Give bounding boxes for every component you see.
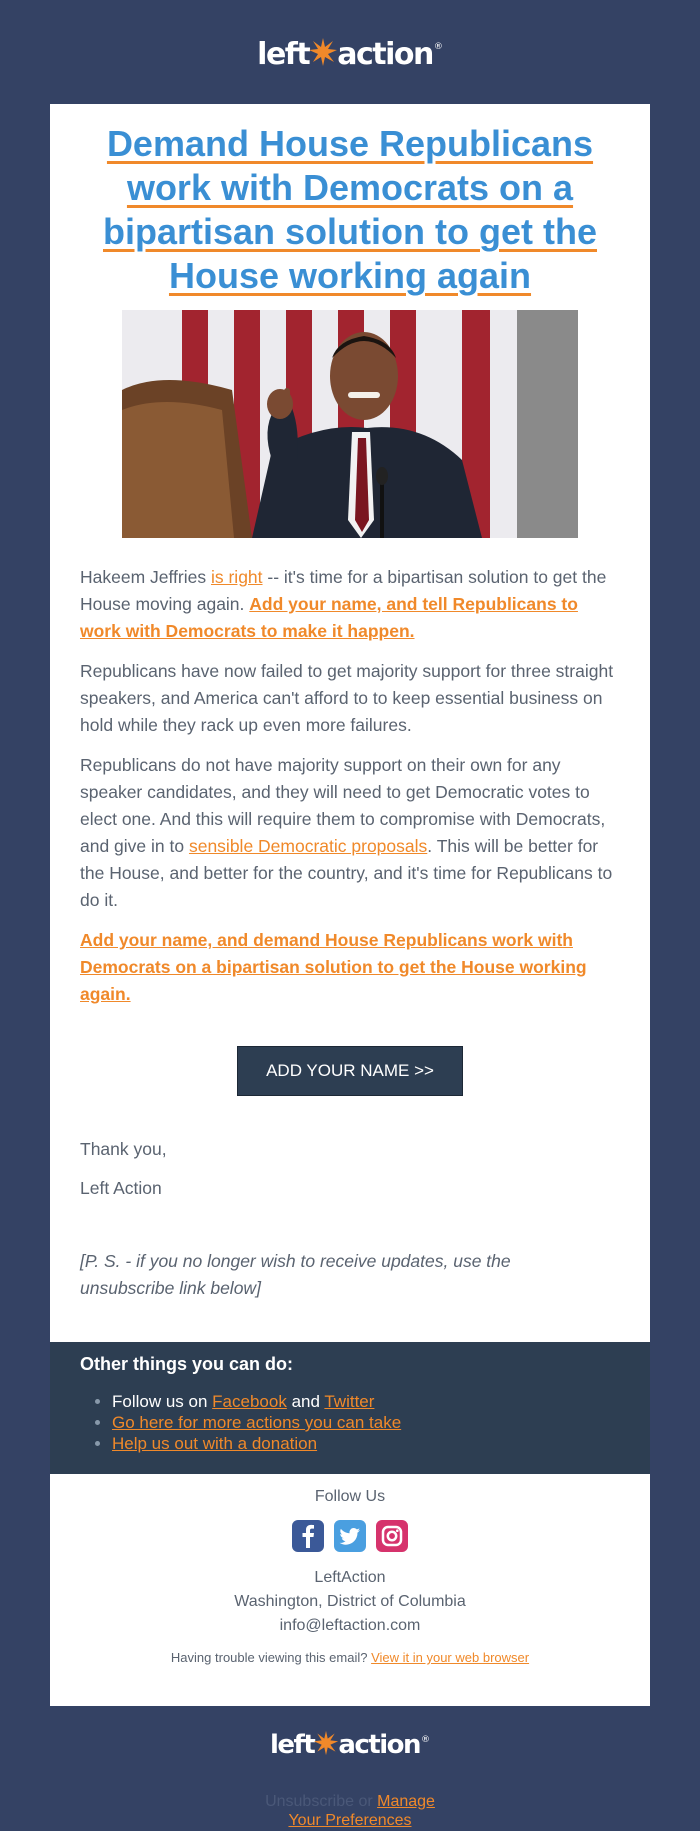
p3-text-b: . This will be better for the House, and better for the country, and it's time for Republicans to do it. [80,836,613,910]
footer-logo-text-right: action [338,1730,420,1760]
unsubscribe-block [0,1792,700,1830]
add-name-demand-link[interactable]: Add your name, and demand House Republicans work with Democrats on a bipartisan solution to get the House working again. [80,930,587,1004]
p1-text-a: Hakeem Jeffries [80,567,211,587]
footer-logo-starburst-icon [313,1730,339,1756]
follow-prefix-text: Follow us on [112,1392,213,1411]
more-actions-link[interactable]: Go here for more actions you can take [112,1413,402,1432]
facebook-icon[interactable] [292,1520,324,1552]
list-item-donate [112,1433,620,1454]
p1-text-b: -- it's time for a bipartisan solution to get the House moving again. [80,567,607,614]
leftaction-footer-logo[interactable] [270,1730,430,1760]
other-things-title: Other things you can do: [80,1354,294,1374]
follow-us-label: Follow Us [314,1488,386,1505]
logo-text-left: left [257,36,310,72]
footer-logo-text-left: left [270,1730,315,1760]
logo-registered-mark: ® [433,41,443,52]
paragraph-2: Republicans have now failed to get majority support for three straight speakers, and America can't afford to to keep essential business on hold while they rack up even more failures. [80,661,614,735]
manage-link[interactable]: Manage [377,1793,435,1810]
logo-text-right: action [337,36,433,72]
paragraph-1 [80,564,620,645]
trouble-viewing [50,1650,650,1665]
twitter-link[interactable]: Twitter [324,1392,375,1411]
logo-starburst-icon [308,37,338,67]
cta-wrapper [50,1046,650,1096]
instagram-icon[interactable] [376,1520,408,1552]
ps-note: [P. S. - if you no longer wish to receive updates, use the unsubscribe link below] [80,1251,511,1298]
paragraph-4 [80,927,620,1008]
add-your-name-button[interactable]: ADD YOUR NAME >> [237,1046,463,1096]
header-logo-bar [0,0,700,104]
facebook-glyph-icon [292,1520,324,1552]
leftaction-logo[interactable] [257,37,443,72]
unsubscribe-text[interactable]: Unsubscribe or [265,1793,378,1810]
list-item-follow [112,1391,620,1412]
footer-logo-bar [0,1730,700,1760]
twitter-icon[interactable] [334,1520,366,1552]
paragraph-3 [80,752,620,914]
thank-you-text: Thank you, [80,1139,167,1159]
hero-photo-illustration [122,310,578,538]
email-body [80,564,620,1021]
trouble-text: Having trouble viewing this email? [170,1650,372,1665]
email-card [50,104,650,1706]
facebook-link[interactable]: Facebook [212,1392,287,1411]
other-things-section [50,1342,650,1474]
org-location: Washington, District of Columbia [234,1593,466,1610]
hero-photo[interactable] [122,310,578,538]
and-text: and [286,1392,325,1411]
is-right-link[interactable]: is right [210,567,263,587]
sensible-proposals-link[interactable]: sensible Democratic proposals [188,836,428,856]
add-name-inline-link[interactable]: Add your name, and tell Republicans to work with Democrats to make it happen. [80,594,578,641]
instagram-glyph-icon [376,1520,408,1552]
org-email: info@leftaction.com [279,1617,421,1634]
list-item-more-actions [112,1412,620,1433]
social-icons [50,1520,650,1552]
footer-logo-registered-mark: ® [420,1735,430,1745]
twitter-glyph-icon [334,1520,366,1552]
p3-text-a: Republicans do not have majority support on their own for any speaker candidates, and they will need to get Democratic votes to elect one. And this will require them to compromise with Democrats, and give in to [80,755,606,856]
preferences-link[interactable]: Your Preferences [288,1812,412,1829]
signoff [80,1136,167,1214]
headline-link[interactable]: Demand House Republicans work with Democrats on a bipartisan solution to get the House working again [103,123,597,296]
other-things-list [80,1391,620,1454]
view-in-browser-link[interactable]: View it in your web browser [371,1650,530,1665]
email-footer [50,1488,650,1665]
donation-link[interactable]: Help us out with a donation [112,1434,318,1453]
signature-text: Left Action [80,1178,162,1198]
org-name: LeftAction [314,1569,386,1586]
